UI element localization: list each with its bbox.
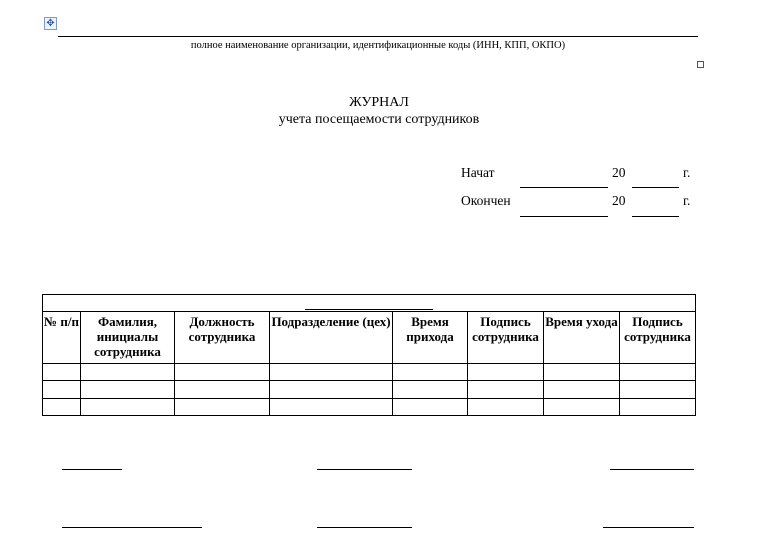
signature-line (610, 469, 694, 470)
table-cell[interactable] (468, 364, 544, 381)
table-row (43, 399, 696, 416)
table-title-row (43, 295, 696, 312)
table-cell[interactable] (544, 381, 620, 399)
table-cell[interactable] (620, 399, 696, 416)
column-header: Фамилия, инициалы сотрудника (81, 312, 175, 364)
table-cell[interactable] (175, 399, 270, 416)
title-line-2: учета посещаемости сотрудников (278, 112, 480, 127)
table-cell[interactable] (393, 364, 468, 381)
signature-line (317, 469, 412, 470)
ended-century: 20 (612, 193, 626, 208)
ended-year-blank (632, 216, 679, 217)
started-label: Начат (461, 165, 495, 180)
table-move-handle-icon[interactable]: ✥ (44, 17, 57, 30)
signature-line (603, 527, 694, 528)
table-cell[interactable] (43, 364, 81, 381)
column-header: Подпись сотрудника (468, 312, 544, 364)
table-cell[interactable] (270, 364, 393, 381)
table-cell[interactable] (270, 399, 393, 416)
column-header: Подразделение (цех) (270, 312, 393, 364)
organization-name-line (58, 36, 698, 37)
signature-line (62, 527, 202, 528)
table-row (43, 364, 696, 381)
table-header-row (43, 312, 696, 364)
column-header: Время ухода (544, 312, 620, 364)
title-line-1: ЖУРНАЛ (349, 95, 409, 110)
table-cell[interactable] (175, 364, 270, 381)
table-cell[interactable] (81, 399, 175, 416)
table-cell[interactable] (175, 381, 270, 399)
table-cell[interactable] (544, 364, 620, 381)
started-year-suffix: г. (683, 165, 691, 180)
column-header: Должность сотрудника (175, 312, 270, 364)
table-cell[interactable] (620, 364, 696, 381)
ended-year-suffix: г. (683, 193, 691, 208)
table-cell[interactable] (43, 399, 81, 416)
table-cell[interactable] (393, 399, 468, 416)
ended-date-blank (520, 216, 608, 217)
signature-line (317, 527, 412, 528)
table-cell[interactable] (468, 381, 544, 399)
column-header: Подпись сотрудника (620, 312, 696, 364)
column-header: Время прихода (393, 312, 468, 364)
ended-label: Окончен (461, 193, 511, 208)
table-cell[interactable] (270, 381, 393, 399)
table-cell[interactable] (468, 399, 544, 416)
table-cell[interactable] (43, 381, 81, 399)
organization-caption: полное наименование организации, идентификационные коды (ИНН, КПП, ОКПО) (190, 40, 566, 51)
table-cell[interactable] (620, 381, 696, 399)
table-row (43, 381, 696, 399)
started-year-blank (632, 187, 679, 188)
column-header: № п/п (43, 312, 81, 364)
signature-line (62, 469, 122, 470)
started-date-blank (520, 187, 608, 188)
resize-handle-icon[interactable] (697, 61, 704, 68)
started-century: 20 (612, 165, 626, 180)
document-title (0, 94, 758, 128)
attendance-table (42, 294, 696, 416)
table-cell[interactable] (544, 399, 620, 416)
table-cell[interactable] (81, 381, 175, 399)
table-cell[interactable] (81, 364, 175, 381)
table-cell[interactable] (393, 381, 468, 399)
table-title-blank (305, 309, 433, 310)
